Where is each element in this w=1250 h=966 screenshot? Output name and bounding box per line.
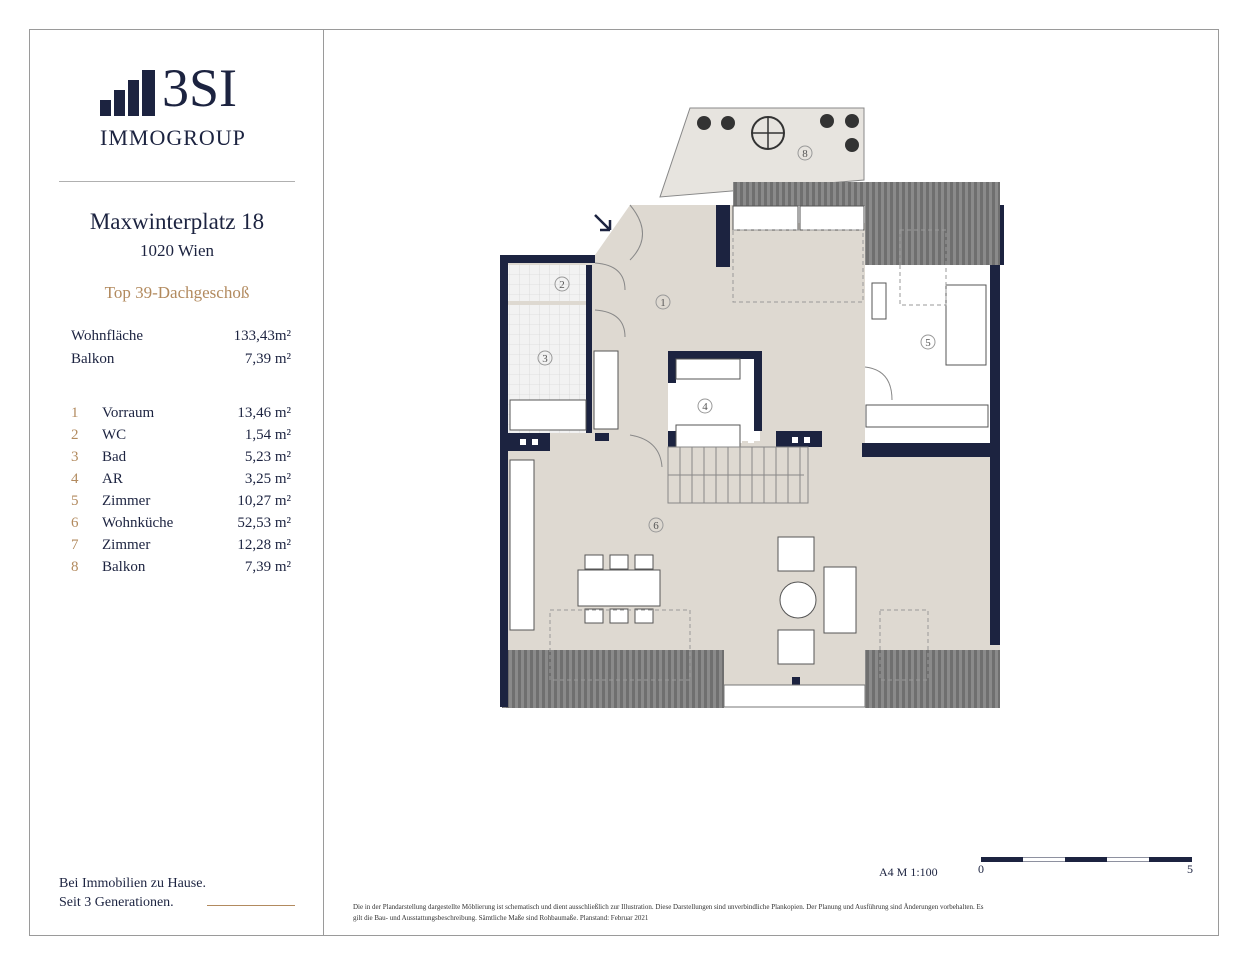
room-name: Zimmer (102, 493, 151, 509)
dining-round-table (780, 582, 816, 618)
room-number: 3 (71, 449, 79, 465)
area-value: 7,39 m² (244, 351, 291, 367)
room-area: 12,28 m² (237, 537, 291, 553)
company-logo (100, 58, 260, 152)
scale-label: A4 M 1:100 (879, 865, 938, 879)
room-name: AR (102, 471, 123, 487)
room-number: 8 (71, 559, 79, 575)
unit-title: Top 39-Dachgeschoß (104, 283, 250, 302)
header-separator (59, 181, 295, 182)
room-area: 3,25 m² (244, 471, 291, 487)
scale-bar (981, 857, 1192, 862)
roof-right (865, 205, 1000, 265)
room-row (71, 427, 291, 447)
area-row (71, 351, 291, 371)
floor-plan (500, 105, 1005, 713)
room-area: 13,46 m² (237, 405, 291, 421)
area-row (71, 328, 291, 348)
room-area: 10,27 m² (237, 493, 291, 509)
logo-bars-icon (100, 70, 158, 116)
slogan-line-1: Bei Immobilien zu Hause. (59, 876, 206, 891)
street: Maxwinterplatz 18 (89, 209, 265, 234)
room-number: 4 (71, 471, 79, 487)
plan-label-2: 2 (559, 279, 565, 291)
room-row (71, 449, 291, 469)
room-row (71, 493, 291, 513)
roof-bottom-left (502, 650, 724, 708)
roof-bottom-right (865, 650, 1000, 708)
sidebar-divider (323, 29, 324, 936)
plan-label-3: 3 (542, 353, 548, 365)
room-name: Vorraum (102, 405, 155, 421)
room-number: 2 (71, 427, 79, 443)
slogan-underline (207, 905, 295, 906)
wc-floor (508, 265, 590, 301)
room-area: 52,53 m² (237, 515, 291, 531)
slogan (59, 874, 206, 912)
room-row (71, 515, 291, 535)
scale-end: 5 (1187, 862, 1193, 876)
room-name: WC (102, 427, 127, 443)
property-address (59, 208, 295, 262)
room-row (71, 537, 291, 557)
area-label: Balkon (71, 351, 115, 367)
roof-top (733, 182, 1000, 206)
room-name: Wohnküche (102, 515, 174, 531)
bottom-window (724, 685, 865, 707)
scale-start: 0 (978, 862, 984, 876)
slogan-line-2: Seit 3 Generationen. (59, 895, 174, 910)
room-row (71, 559, 291, 579)
entrance-arrow-icon (595, 215, 610, 230)
room-number: 5 (71, 493, 79, 509)
logo-group-text: IMMOGROUP (100, 125, 246, 150)
room-name: Balkon (102, 559, 146, 575)
room-area: 7,39 m² (244, 559, 291, 575)
plan-label-8: 8 (802, 148, 808, 160)
room-area: 1,54 m² (244, 427, 291, 443)
room-name: Bad (102, 449, 127, 465)
room-number: 1 (71, 405, 79, 421)
area-value: 133,43m² (233, 328, 291, 344)
room-number: 7 (71, 537, 79, 553)
room-number: 6 (71, 515, 79, 531)
area-label: Wohnfläche (71, 328, 144, 344)
room-area: 5,23 m² (244, 449, 291, 465)
plan-label-6: 6 (653, 520, 659, 532)
disclaimer: Die in der Plandarstellung dargestellte Möblierung ist schematisch und dient ausschließlich zur Illustration. Diese Darstellungen sind unverbindliche Plankopien. Der Planung und Ausführung sind Änderungen vorbehalten. Es gilt die Bau- und Ausstattungsbeschreibung. Sämtliche Maße sind Rohbaumaße. Planstand: Februar 2021 (353, 903, 984, 922)
room-row (71, 405, 291, 425)
top-right-window (1000, 205, 1004, 265)
plan-label-1: 1 (660, 297, 666, 309)
plan-label-5: 5 (925, 337, 931, 349)
city: 1020 Wien (139, 241, 215, 260)
room-row (71, 471, 291, 491)
logo-brand-text: 3SI (162, 58, 238, 118)
room-name: Zimmer (102, 537, 151, 553)
plan-label-4: 4 (702, 401, 708, 413)
